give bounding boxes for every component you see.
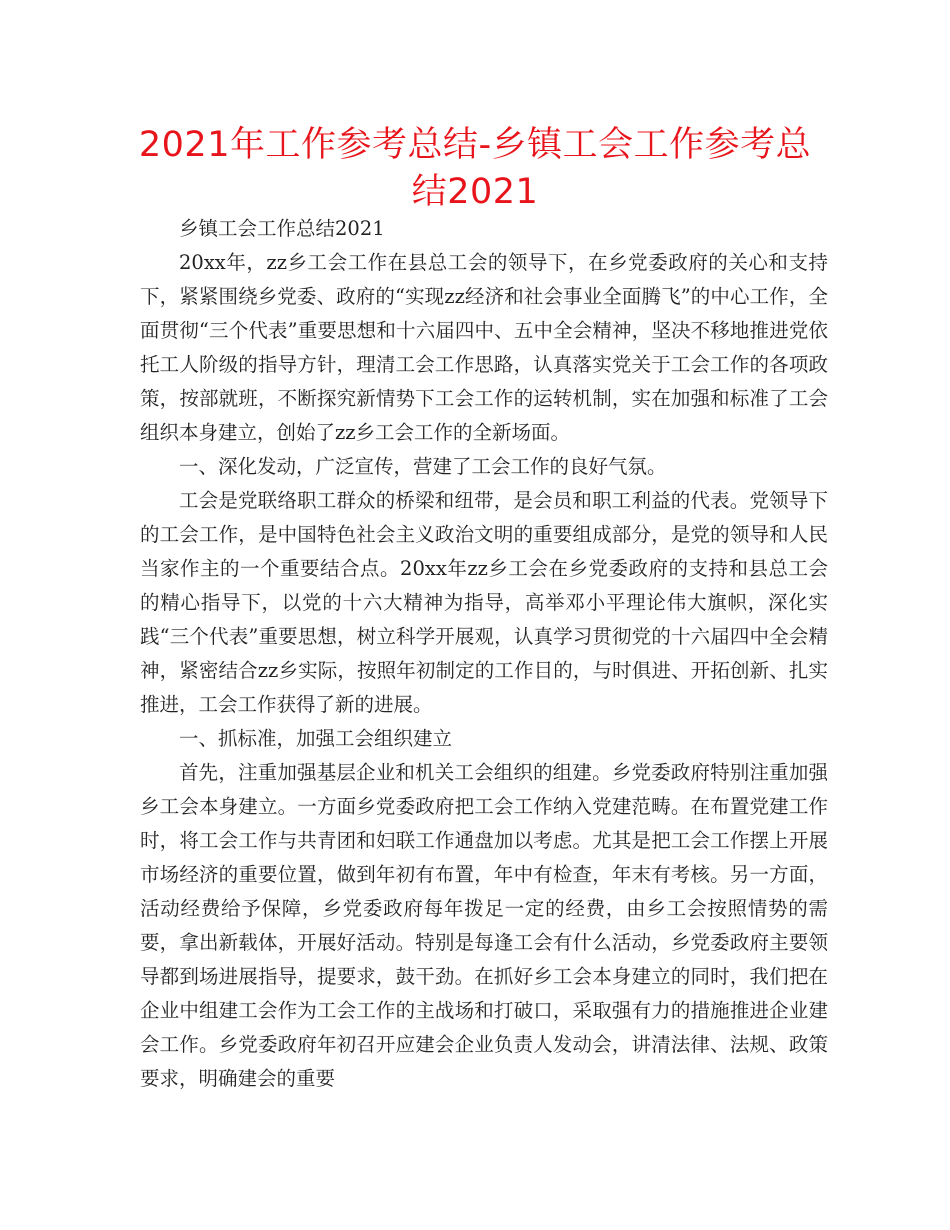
paragraph-section-2: 首先，注重加强基层企业和机关工会组织的组建。乡党委政府特别注重加强乡工会本身建立。一方面乡党委政府把工会工作纳入党建范畴。在布置党建工作时，将工会工作与共青团和妇联工作通盘加以考虑。尤其是把工会工作摆上开展市场经济的重要位置，做到年初有布置，年中有检查，年末有考核。另一方面，活动经费给予保障，乡党委政府每年拨足一定的经费，由乡工会按照情势的需要，拿出新载体，开展好活动。特别是每逢工会有什么活动，乡党委政府主要领导都到场进展指导，提要求，鼓干劲。在抓好乡工会本身建立的同时，我们把在企业中组建工会作为工会工作的主战场和打破口，采取强有力的措施推进企业建会工作。乡党委政府年初召开应建会企业负责人发动会，讲清法律、法规、政策要求，明确建会的重要	[140, 761, 828, 1090]
section-heading-1: 一、深化发动，广泛宣传，营建了工会工作的良好气氛。	[179, 455, 667, 478]
document-body	[140, 212, 828, 1096]
paragraph-subtitle: 乡镇工会工作总结2021	[179, 217, 385, 240]
paragraph-section-1: 工会是党联络职工群众的桥梁和纽带，是会员和职工利益的代表。党领导下的工会工作，是中国特色社会主义政治文明的重要组成部分，是党的领导和人民当家作主的一个重要结合点。20xx年zz乡工会在乡党委政府的支持和县总工会的精心指导下，以党的十六大精神为指导，高举邓小平理论伟大旗帜，深化实践“三个代表”重要思想，树立科学开展观，认真学习贯彻党的十六届四中全会精神，紧密结合zz乡实际，按照年初制定的工作目的，与时俱进、开拓创新、扎实推进，工会工作获得了新的进展。	[140, 489, 828, 716]
document-title: 2021年工作参考总结-乡镇工会工作参考总结2021	[138, 125, 812, 212]
paragraph-intro: 20xx年，zz乡工会工作在县总工会的领导下，在乡党委政府的关心和支持下，紧紧围绕乡党委、政府的“实现zz经济和社会事业全面腾飞”的中心工作，全面贯彻“三个代表”重要思想和十六届四中、五中全会精神，坚决不移地推进党依托工人阶级的指导方针，理清工会工作思路，认真落实党关于工会工作的各项政策，按部就班，不断探究新情势下工会工作的运转机制，实在加强和标准了工会组织本身建立，创始了zz乡工会工作的全新场面。	[140, 251, 828, 444]
section-heading-2: 一、抓标准，加强工会组织建立	[179, 727, 453, 750]
